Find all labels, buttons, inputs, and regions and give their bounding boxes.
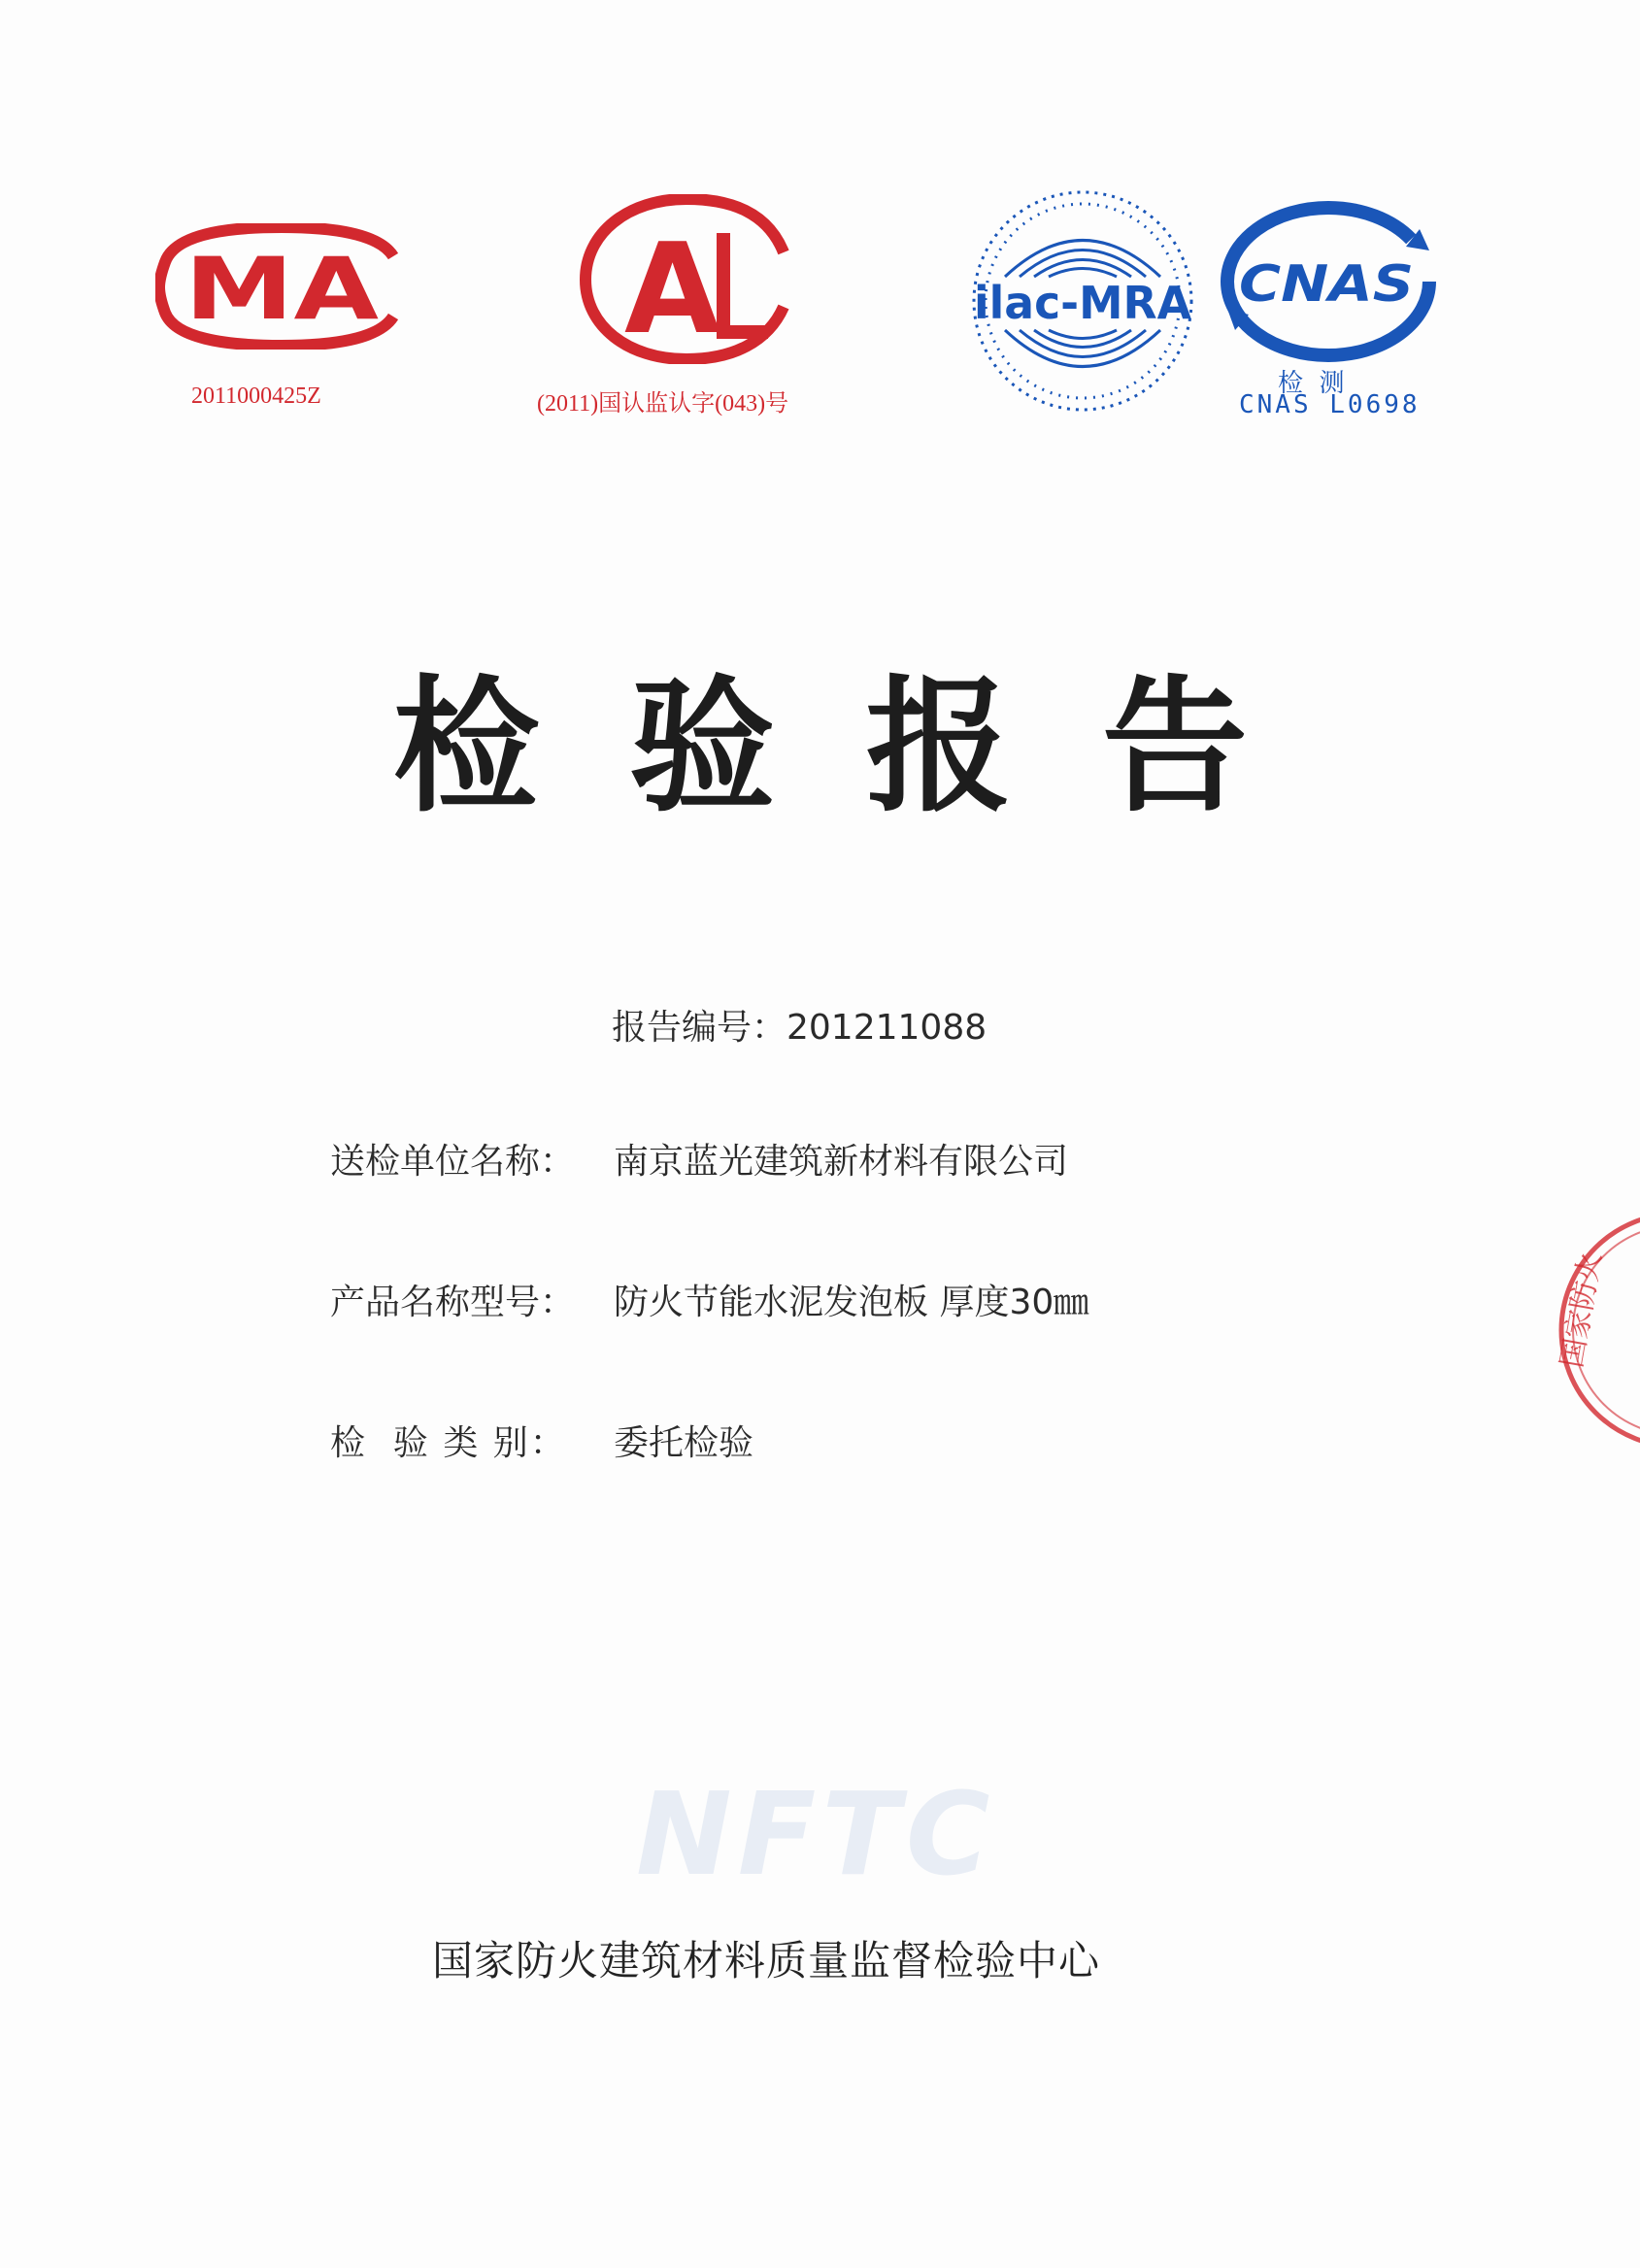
- inspection-type-label: 检 验 类 别：: [330, 1423, 567, 1463]
- submitter-value: 南京蓝光建筑新材料有限公司: [614, 1142, 1069, 1182]
- cnas-logo-text: CNAS: [1239, 255, 1414, 314]
- product-value: 防火节能水泥发泡板 厚度30㎜: [614, 1283, 1089, 1322]
- product-label: 产品名称型号：: [330, 1283, 576, 1322]
- seal-text: 国家防火: [1555, 1250, 1609, 1371]
- inspection-type-value: 委托检验: [614, 1423, 754, 1463]
- cma-logo-text: MA: [184, 239, 379, 339]
- cnas-logo-icon: [1214, 194, 1447, 369]
- cma-caption: 2011000425Z: [191, 384, 321, 409]
- cal-caption: (2011)国认监认字(043)号: [537, 391, 789, 417]
- title-char: 验: [629, 663, 776, 832]
- seal-icon: [1552, 1204, 1640, 1456]
- ilac-mra-icon: [966, 184, 1199, 417]
- official-seal: [1552, 1204, 1640, 1456]
- title-char: 报: [865, 663, 1012, 832]
- page-title: [393, 663, 1248, 832]
- title-char: 告: [1101, 663, 1248, 832]
- submitter-label: 送检单位名称：: [330, 1142, 576, 1182]
- ilac-mra-text: ilac-MRA: [974, 277, 1192, 329]
- cal-logo-icon: [578, 194, 801, 364]
- cal-logo-text: A: [624, 217, 721, 362]
- cnas-sub-label: 检 测: [1278, 369, 1345, 398]
- ilac-mra-logo: [966, 184, 1199, 417]
- cma-logo-icon: [155, 223, 408, 350]
- title-char: 检: [393, 663, 540, 832]
- nftc-watermark: NFTC: [636, 1767, 996, 1901]
- cma-logo: [155, 223, 408, 350]
- issuing-organization: 国家防火建筑材料质量监督检验中心: [432, 1937, 1101, 1984]
- report-number: 报告编号：201211088: [612, 1008, 987, 1048]
- cnas-caption: CNAS L0698: [1239, 390, 1421, 419]
- cal-logo: [578, 194, 801, 364]
- cnas-logo: [1214, 194, 1447, 427]
